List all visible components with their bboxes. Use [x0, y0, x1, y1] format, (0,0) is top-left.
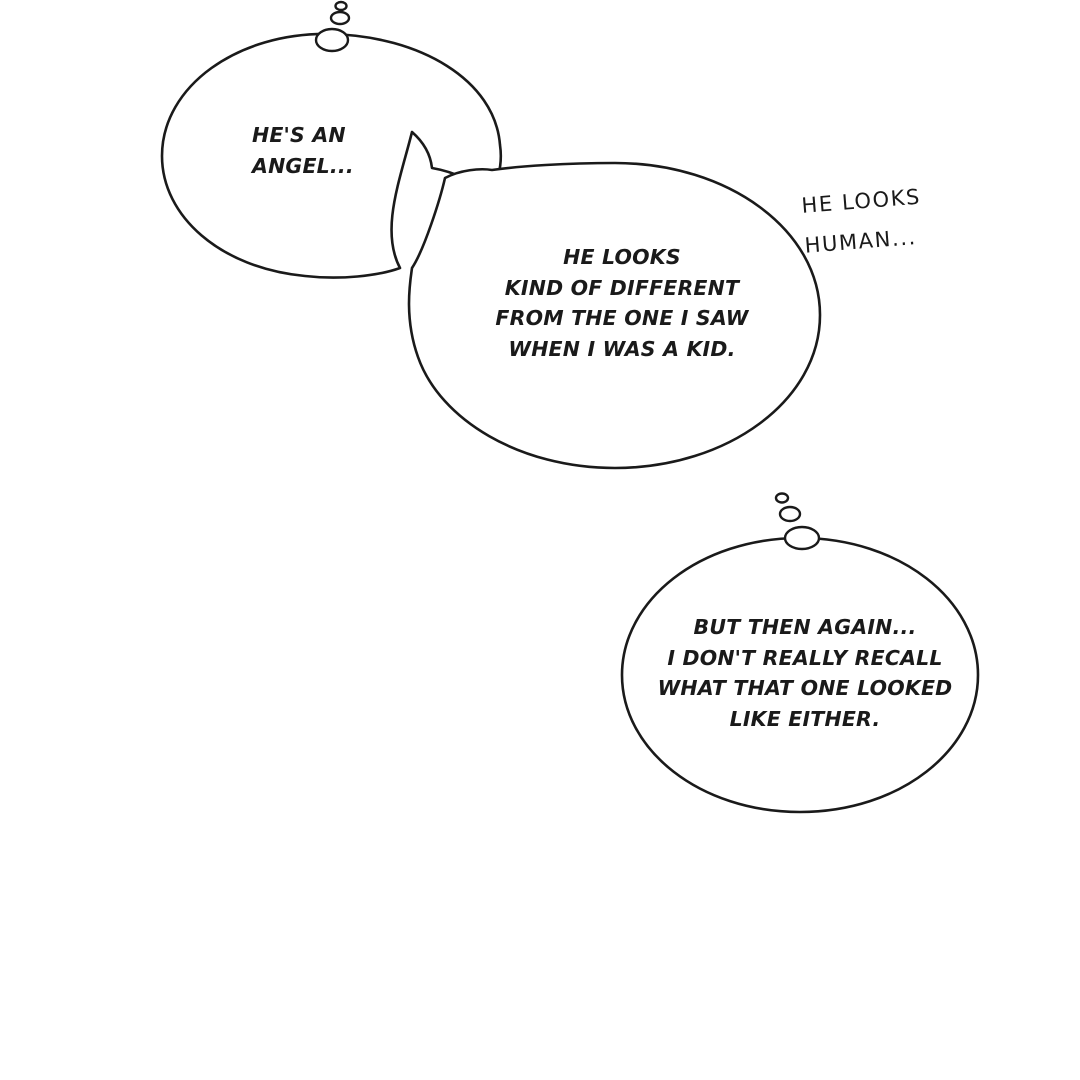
thought-bubble-different-text: HE LOOKS KIND OF DIFFERENT FROM THE ONE I SAW WHEN I WAS A KID.: [495, 245, 749, 361]
thought-tail-dot-medium-left: [331, 12, 349, 24]
thought-bubble-again-text: BUT THEN AGAIN... I DON'T REALLY RECALL WHAT THAT ONE LOOKED LIKE EITHER.: [657, 615, 953, 731]
thought-tail-dot-large-left: [316, 29, 348, 51]
thought-tail-dot-medium-right: [780, 507, 800, 521]
thought-bubble-angel-text: HE'S AN ANGEL...: [252, 123, 354, 178]
caption-he-looks-human: HE LOOKS HUMAN...: [800, 184, 922, 258]
thought-bubble-different-shape: [409, 163, 820, 468]
thought-tail-dot-small-right: [776, 494, 788, 503]
thought-bubble-again-shape: [622, 538, 978, 812]
thought-tail-dot-large-right: [785, 527, 819, 549]
thought-tail-dot-small-left: [336, 2, 347, 10]
